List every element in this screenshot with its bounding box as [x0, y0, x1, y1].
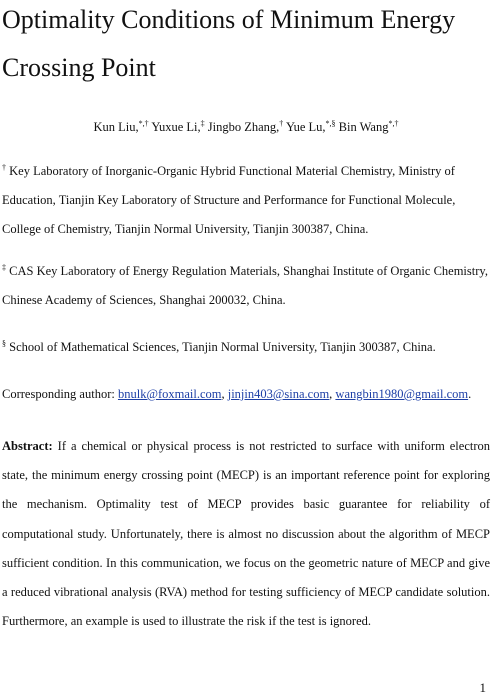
abstract-label: Abstract:	[2, 439, 53, 453]
paper-title: Optimality Conditions of Minimum Energy Crossing Point	[2, 5, 456, 82]
affiliation-mark: ‡	[2, 263, 6, 272]
affiliation-3	[2, 333, 490, 362]
author-name: Jingbo Zhang,	[207, 120, 280, 134]
corresponding-label: Corresponding author:	[2, 387, 115, 401]
affiliation-text: CAS Key Laboratory of Energy Regulation Materials, Shanghai Institute of Organic Chemistry, Chinese Academy of Sciences, Shanghai 200032, China.	[2, 264, 488, 307]
author-marks: ‡	[200, 119, 205, 128]
affiliation-2	[2, 257, 490, 315]
corresponding-author	[2, 384, 490, 404]
author-name: Kun Liu,	[93, 120, 139, 134]
affiliation-1	[2, 157, 490, 244]
affiliation-text: Key Laboratory of Inorganic-Organic Hybrid Functional Material Chemistry, Ministry of Education, Tianjin Key Laboratory of Structure and Performance for Functional Molecule, College of Chemistry, Tianjin Normal University, Tianjin 300387, China.	[2, 164, 456, 236]
author-marks: *,§	[325, 119, 336, 128]
separator: ,	[221, 387, 225, 401]
author-marks: *,†	[388, 119, 399, 128]
email-link-2[interactable]: jinjin403@sina.com	[227, 387, 330, 401]
author-name: Yuxue Li,	[151, 120, 201, 134]
author-list	[0, 119, 492, 135]
author-marks: †	[279, 119, 284, 128]
affiliation-mark: §	[2, 339, 6, 348]
page-number: 1	[479, 680, 486, 695]
email-link-3[interactable]: wangbin1980@gmail.com	[335, 387, 469, 401]
author-name: Yue Lu,	[285, 120, 326, 134]
separator: .	[468, 387, 472, 401]
affiliation-text: School of Mathematical Sciences, Tianjin Normal University, Tianjin 300387, China.	[9, 340, 436, 354]
email-link-1[interactable]: bnulk@foxmail.com	[117, 387, 222, 401]
author-name: Bin Wang	[338, 120, 389, 134]
abstract	[2, 432, 490, 636]
author-marks: *,†	[138, 119, 149, 128]
affiliation-mark: †	[2, 163, 6, 172]
abstract-text: If a chemical or physical process is not restricted to surface with uniform electron state, the minimum energy crossing point (MECP) is an important reference point for exploring the mechanism. Optimality test of MECP provides basic guarantee for reliability of computational study. Unfortunately, there is almost no discussion about the algorithm of MECP sufficient condition. In this communication, we focus on the geometric nature of MECP and give a reduced vibrational analysis (RVA) method for testing sufficiency of MECP candidate solution. Furthermore, an example is used to illustrate the risk if the test is ignored.	[2, 439, 490, 629]
separator: ,	[329, 387, 333, 401]
